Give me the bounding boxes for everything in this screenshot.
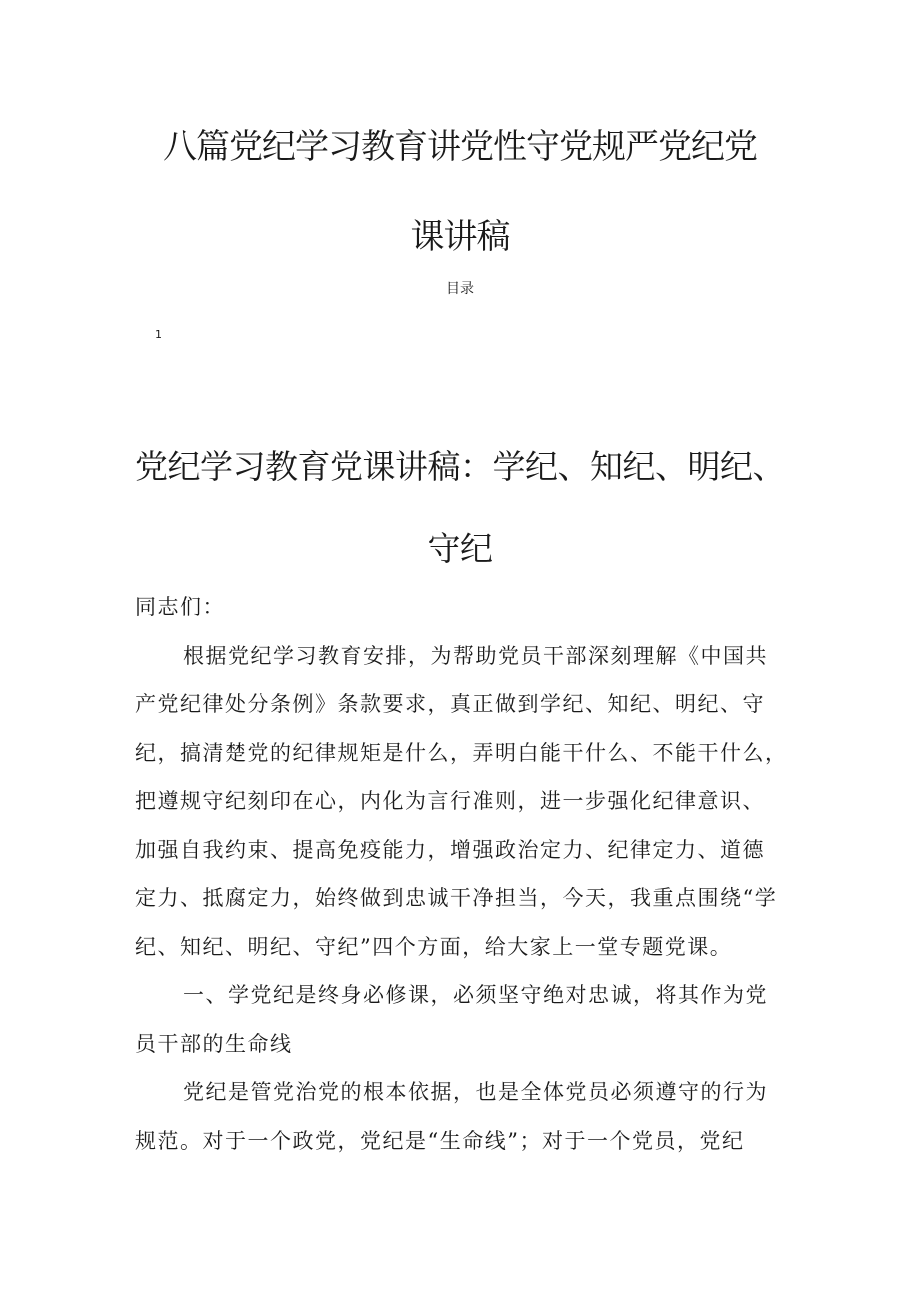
salutation: 同志们：	[135, 595, 225, 619]
toc-entry: 1	[155, 328, 162, 341]
section-heading-line: 一、学党纪是终身必修课，必须坚守绝对忠诚，将其作为党	[183, 983, 768, 1007]
paragraph-line: 纪，搞清楚党的纪律规矩是什么，弄明白能干什么、不能干什么，	[135, 740, 788, 765]
paragraph-line: 根据党纪学习教育安排，为帮助党员干部深刻理解《中国共	[183, 643, 768, 668]
section-heading-line: 员干部的生命线	[135, 1031, 293, 1056]
body-text	[135, 590, 795, 1172]
paragraph-line: 规范。对于一个政党，党纪是“生命线”；对于一个党员，党纪	[135, 1128, 745, 1153]
paragraph-line: 党纪是管党治党的根本依据，也是全体党员必须遵守的行为	[183, 1080, 768, 1104]
document-title-line-2: 课讲稿	[410, 217, 510, 257]
paragraph-line: 纪、知纪、明纪、守纪”四个方面，给大家上一堂专题党课。	[135, 934, 733, 959]
paragraph-line: 产党纪律处分条例》条款要求，真正做到学纪、知纪、明纪、守	[135, 692, 765, 716]
section-title-line-1: 党纪学习教育党课讲稿：学纪、知纪、明纪、	[135, 447, 785, 486]
paragraph-line: 把遵规守纪刻印在心，内化为言行准则，进一步强化纪律意识、	[135, 789, 765, 813]
toc-heading: 目录	[446, 281, 474, 297]
document-title-line-1: 八篇党纪学习教育讲党性守党规严党纪党	[163, 127, 757, 167]
paragraph-line: 加强自我约束、提高免疫能力，增强政治定力、纪律定力、道德	[135, 837, 765, 862]
paragraph-line: 定力、抵腐定力，始终做到忠诚干净担当，今天，我重点围绕“学	[135, 886, 778, 910]
section-title-line-2: 守纪	[427, 529, 493, 568]
